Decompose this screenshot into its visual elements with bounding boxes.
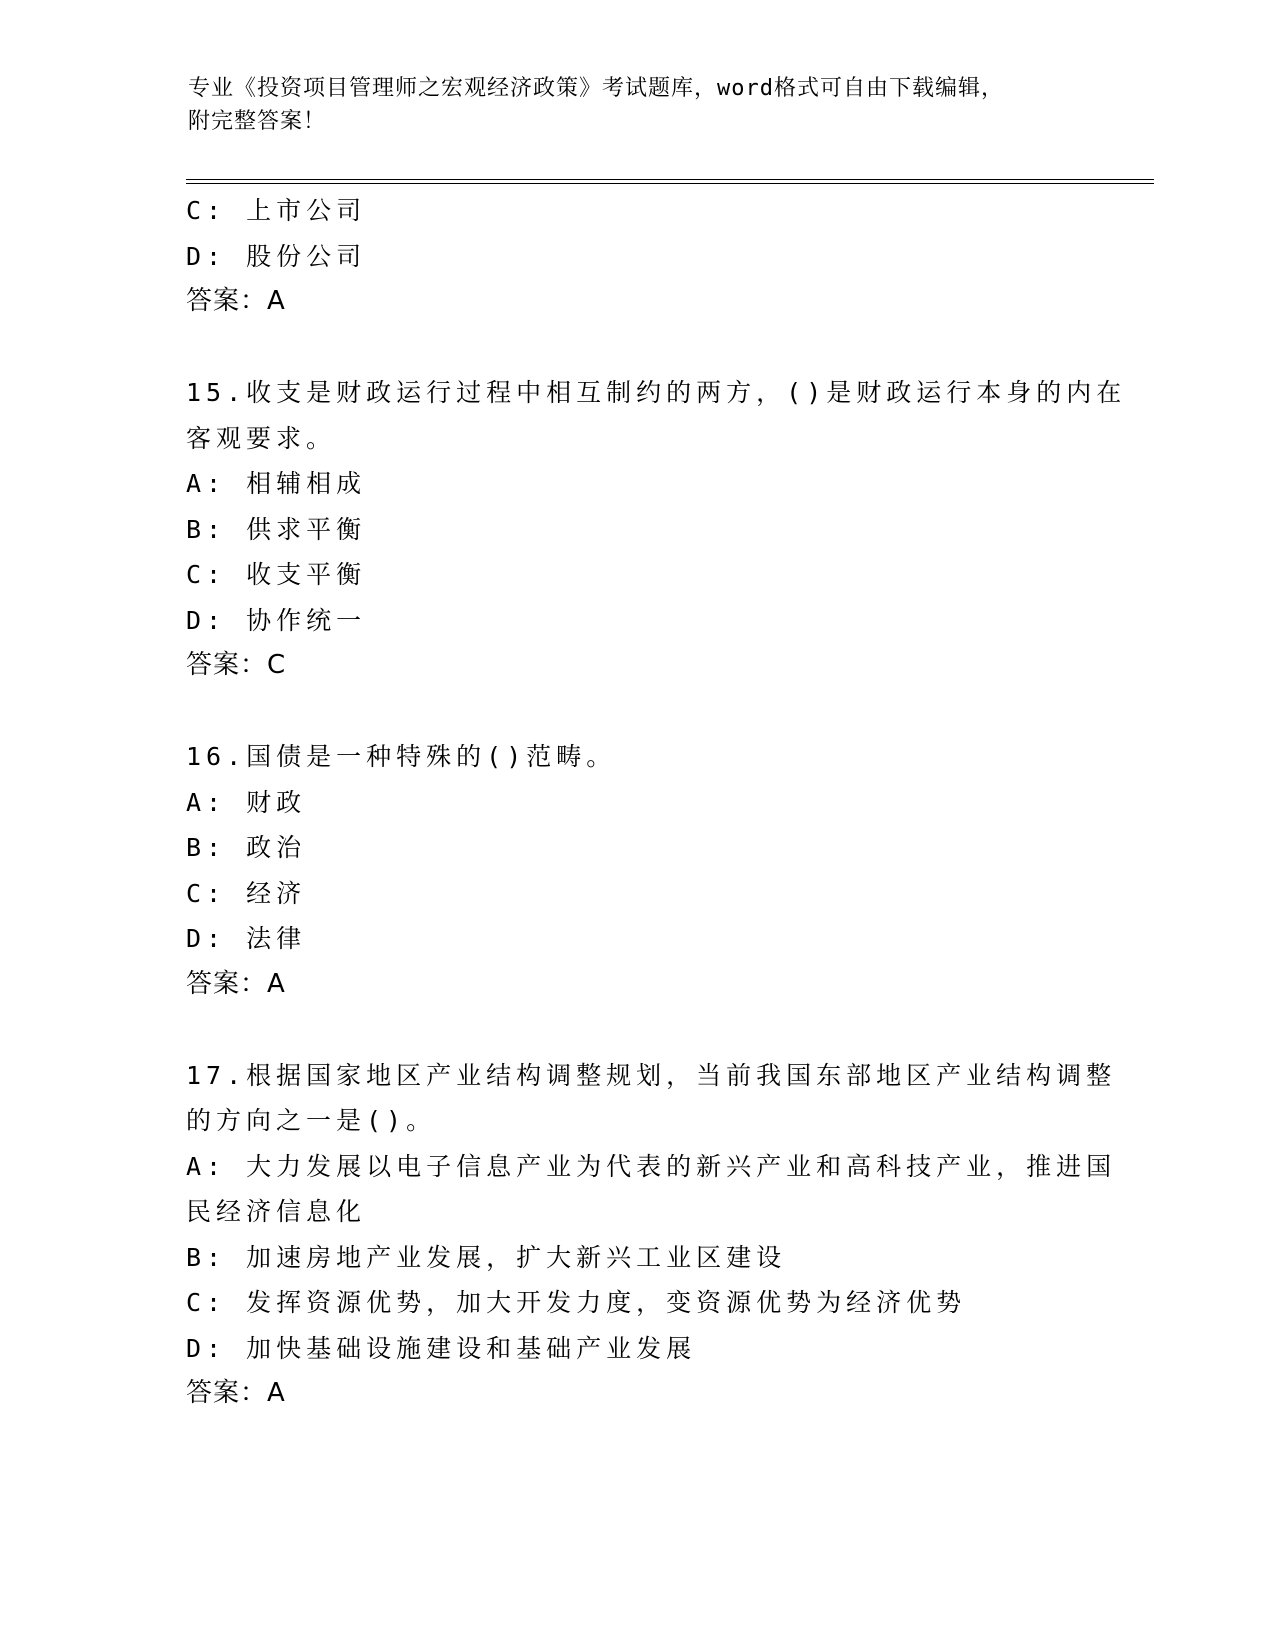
spacer <box>186 1007 1086 1053</box>
header-line-2: 附完整答案！ <box>188 109 327 134</box>
option-b: B: 加速房地产业发展，扩大新兴工业区建设 <box>186 1242 787 1272</box>
question-stem: 客观要求。 <box>186 423 337 453</box>
page-content <box>186 188 1127 1417</box>
answer-line: 答案：A <box>186 968 286 999</box>
option-d: D: 股份公司 <box>186 241 367 271</box>
option-d: D: 法律 <box>186 924 307 953</box>
spacer <box>186 689 1086 735</box>
spacer <box>186 325 1086 371</box>
option-c: C: 发挥资源优势，加大开发力度，变资源优势为经济优势 <box>186 1288 967 1317</box>
option-c: C: 经济 <box>186 878 307 908</box>
question-16 <box>186 734 1086 1007</box>
header-line-1: 专业《投资项目管理师之宏观经济政策》考试题库，word格式可自由下载编辑， <box>188 76 1004 101</box>
question-stem: 的方向之一是()。 <box>186 1106 437 1135</box>
option-a: A: 大力发展以电子信息产业为代表的新兴产业和高科技产业，推进国 <box>186 1151 1117 1181</box>
question-15 <box>186 370 1127 689</box>
question-stem: 17.根据国家地区产业结构调整规划，当前我国东部地区产业结构调整 <box>186 1060 1117 1090</box>
question-stem: 15.收支是财政运行过程中相互制约的两方，()是财政运行本身的内在 <box>186 378 1127 407</box>
answer-line: 答案：A <box>186 286 286 316</box>
option-c: C: 收支平衡 <box>186 560 367 589</box>
prev-question-tail <box>186 188 1086 325</box>
option-b: B: 供求平衡 <box>186 514 367 544</box>
header-rule-bottom <box>186 183 1154 184</box>
answer-line: 答案：C <box>186 650 287 680</box>
header-rule-top <box>186 179 1154 180</box>
question-17 <box>186 1053 1117 1417</box>
option-d: D: 协作统一 <box>186 605 367 635</box>
option-a: A: 财政 <box>186 787 307 817</box>
option-b: B: 政治 <box>186 833 307 862</box>
answer-line: 答案：A <box>186 1378 286 1408</box>
option-a-continued: 民经济信息化 <box>186 1197 367 1226</box>
option-d: D: 加快基础设施建设和基础产业发展 <box>186 1333 697 1363</box>
question-stem: 16.国债是一种特殊的()范畴。 <box>186 742 617 771</box>
option-a: A: 相辅相成 <box>186 469 367 498</box>
page-header <box>188 72 1068 138</box>
option-c: C: 上市公司 <box>186 196 367 225</box>
